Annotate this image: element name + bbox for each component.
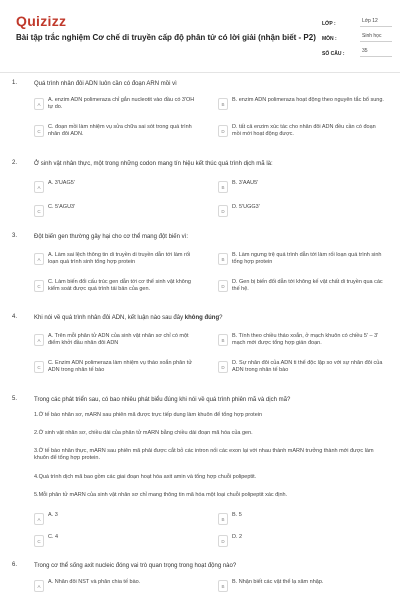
option-text: A. enzim ADN polimeraza chỉ gắn nucleotit vào đầu có 3'OH tự do. [48,97,195,110]
option-letter: A [34,253,44,265]
option-letter: A [34,334,44,346]
option-text: B. Tính theo chiều tháo xoắn, ở mạch khuôn có chiều 5' – 3' mạch mới được tổng hợp gián đoạn. [232,333,379,346]
document-title: Bài tập trắc nghiệm Cơ chế di truyền cấp độ phân tử có lời giải (nhận biết - P2) [16,33,316,42]
option-text: A. Trên mỗi phân tử ADN của sinh vật nhân sơ chỉ có một điểm khởi đầu nhân đôi ADN [48,333,189,346]
option-letter: A [34,98,44,110]
meta-value: Lớp 12 [360,18,392,27]
question-text: Đột biến gen thường gây hại cho cơ thể mang đột biến vì: [34,234,188,240]
option-a[interactable] [34,579,200,597]
question-number: 3. [12,233,18,239]
option-text: D. Gen bị biến đổi dẫn tới không kế vật chất di truyền qua các thế hệ. [232,279,383,292]
option-d[interactable] [218,204,384,226]
option-letter: C [34,125,44,137]
option-a[interactable] [34,97,200,119]
option-letter: B [218,253,228,265]
meta-value: 35 [360,48,392,57]
question-text: Trong các phát triển sau, có bao nhiêu phát biểu đúng khi nói về quá trình phiên mã và dịch mã? [34,397,291,403]
statement-1: 1.Ở tế bào nhân sơ, mARN sau phiên mã được trực tiếp dung làm khuôn để tổng hợp protein [34,412,263,418]
question-text-main: Khi nói về quá trình nhân đôi ADN, kết luận nào sau đây [34,315,184,321]
option-letter: C [34,280,44,292]
meta-value: Sinh học [360,33,392,42]
option-text: A. 3 [48,512,58,518]
option-c[interactable] [34,534,200,556]
option-d[interactable] [218,279,384,301]
option-text: B. 5 [232,512,242,518]
option-letter: A [34,513,44,525]
option-text: A. 3'UAG5' [48,180,75,186]
question-number: 6. [12,562,18,568]
question-number: 4. [12,314,18,320]
option-text: C. 4 [48,534,59,540]
option-c[interactable] [34,279,200,301]
option-letter: A [34,181,44,193]
question-text-emphasis: không đúng [184,315,220,321]
question-text: Trong cơ thể sống axit nucleic đóng vai trò quan trọng trong hoạt động nào? [34,563,237,569]
option-text: A. Nhân đôi NST và phân chia tế bào. [48,579,141,585]
statement-4: 4.Quá trình dịch mã bao gồm các giai đoạn hoạt hóa axit amin và tổng hợp chuỗi polipeptit. [34,474,257,480]
option-text: B. Làm ngưng trệ quá trình dẫn tới làm rối loạn quá trình sinh tổng hợp protein [232,252,382,265]
meta-key: SỐ CÂU : [322,51,345,57]
option-text: B. Nhận biết các vật thể lạ xâm nhập. [232,579,324,585]
question-text: Ở sinh vật nhân thực, một trong những codon mang tín hiệu kết thúc quá trình dịch mã là: [34,161,273,167]
option-b[interactable] [218,180,384,202]
option-d[interactable] [218,360,384,382]
statement-3: 3.Ở tế bào nhân thực, mARN sau phiên mã phải được cắt bỏ các intron nối các exon lại với nhau thành mARN trưởng thành mới được làm khuôn để tổng hợp protein. [34,448,374,461]
option-text: C. 5'AGU3' [48,204,76,210]
option-letter: B [218,181,228,193]
meta-key: LỚP : [322,21,336,27]
option-text: B. 3'AAU5' [232,180,259,186]
option-letter: C [34,535,44,547]
option-a[interactable] [34,512,200,534]
statement-5: 5.Mỗi phân tử mARN của sinh vật nhân sơ chỉ mang thông tin mã hóa một loại chuỗi polipeptit xác định. [34,492,288,498]
meta-row-subject [322,27,392,42]
option-a[interactable] [34,180,200,202]
document-header [0,0,400,72]
option-text: D. 2 [232,534,243,540]
option-a[interactable] [34,252,200,274]
question-text: Quá trình nhân đôi ADN luôn cần có đoạn ARN mồi vì [34,81,177,87]
option-text: D. Sự nhân đôi của ADN ti thể độc lập so với sự nhân đôi của ADN trong nhân tế bào [232,360,383,373]
option-letter: D [218,535,228,547]
option-text: C. Enzim ADN polimeraza làm nhiệm vụ tháo xoắn phân tử ADN trong nhân tế bào [48,360,192,373]
question-text [34,314,389,322]
option-letter: D [218,125,228,137]
option-text: D. tất cả enzim xúc tác cho nhân đôi ADN đều cần có đoạn mồi mới hoạt động được. [232,124,376,137]
option-b[interactable] [218,333,384,355]
option-b[interactable] [218,579,384,597]
option-b[interactable] [218,512,384,534]
option-letter: A [34,580,44,592]
option-letter: D [218,361,228,373]
question-number: 1. [12,80,18,86]
option-letter: B [218,98,228,110]
option-letter: D [218,280,228,292]
meta-key: MÔN : [322,36,337,42]
option-b[interactable] [218,97,384,119]
statement-2: 2.Ở sinh vật nhân sơ, chiều dài của phân tử mARN bằng chiều dài đoạn mã hóa của gen. [34,430,253,436]
meta-row-count [322,42,392,57]
option-b[interactable] [218,252,384,274]
option-letter: D [218,205,228,217]
meta-row-class [322,12,392,27]
header-divider [0,72,400,73]
option-text: C. Làm biến đổi cấu trúc gen dẫn tới cơ thể sinh vật không kiểm soát được quá trình tái bản của gen. [48,279,191,292]
option-c[interactable] [34,124,200,146]
option-text: C. đoạn mồi làm nhiệm vụ sửa chữa sai sót trong quá trình nhân đôi ADN. [48,124,192,137]
option-letter: C [34,361,44,373]
option-c[interactable] [34,204,200,226]
option-text: B. enzim ADN polimeraza hoạt động theo nguyên tắc bổ sung. [232,97,384,103]
question-number: 5. [12,396,18,402]
option-d[interactable] [218,124,384,146]
meta-info [322,12,392,57]
option-c[interactable] [34,360,200,382]
option-text: D. 5'UGG3' [232,204,260,210]
option-a[interactable] [34,333,200,355]
option-letter: B [218,334,228,346]
option-letter: B [218,513,228,525]
question-text-end: ? [219,315,223,321]
option-letter: B [218,580,228,592]
option-letter: C [34,205,44,217]
question-number: 2. [12,160,18,166]
option-text: A. Làm sai lệch thông tin di truyền di truyền dẫn tới làm rối loạn quá trình sinh tổng hợp protein [48,252,191,265]
option-d[interactable] [218,534,384,556]
quizizz-logo: Quizizz [16,13,67,29]
